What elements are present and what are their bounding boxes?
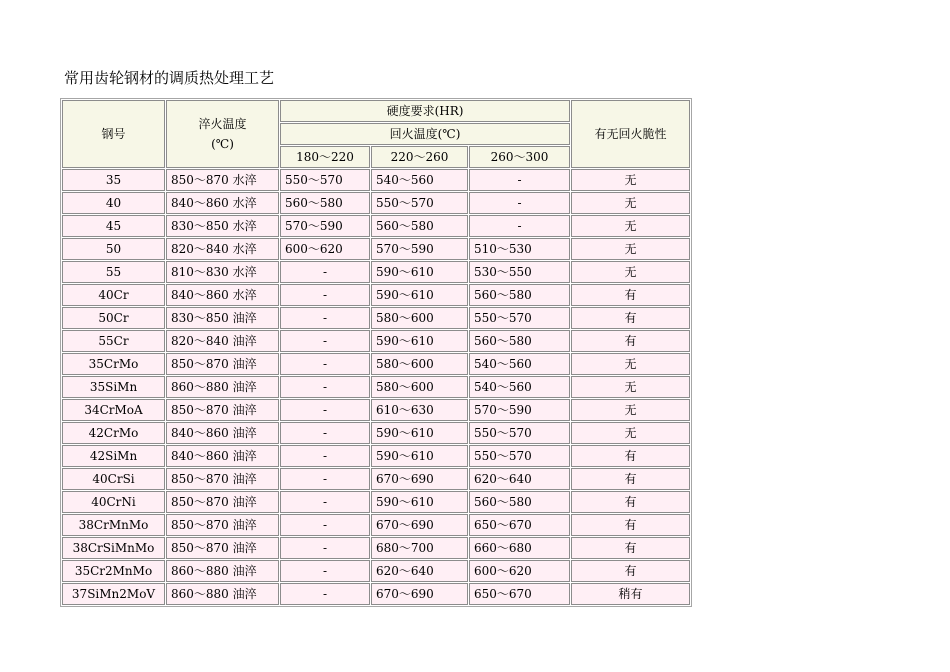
cell-steel: 37SiMn2MoV <box>62 583 165 605</box>
cell-steel: 50Cr <box>62 307 165 329</box>
table-header <box>62 100 690 168</box>
cell-brittleness: 有 <box>571 468 690 490</box>
cell-brittleness: 无 <box>571 376 690 398</box>
cell-steel: 45 <box>62 215 165 237</box>
heat-treatment-table <box>60 98 692 607</box>
cell-temper-260-300: - <box>469 215 570 237</box>
cell-steel: 38CrSiMnMo <box>62 537 165 559</box>
header-brittleness: 有无回火脆性 <box>571 100 690 168</box>
cell-temper-220-260: 670～690 <box>371 583 468 605</box>
cell-steel: 35 <box>62 169 165 191</box>
document-title: 常用齿轮钢材的调质热处理工艺 <box>64 69 275 87</box>
cell-temper-260-300: 550～570 <box>469 445 570 467</box>
header-range-3: 260～300 <box>469 146 570 168</box>
cell-steel: 40CrNi <box>62 491 165 513</box>
cell-temper-260-300: 530～550 <box>469 261 570 283</box>
cell-quench-temp: 860～880 油淬 <box>166 583 279 605</box>
cell-brittleness: 有 <box>571 560 690 582</box>
header-temper-temp: 回火温度(℃) <box>280 123 570 145</box>
table-row <box>62 261 690 283</box>
cell-quench-temp: 840～860 水淬 <box>166 284 279 306</box>
table-row <box>62 583 690 605</box>
cell-temper-260-300: 560～580 <box>469 330 570 352</box>
cell-quench-temp: 850～870 油淬 <box>166 468 279 490</box>
cell-temper-260-300: - <box>469 192 570 214</box>
cell-brittleness: 无 <box>571 169 690 191</box>
cell-temper-220-260: 590～610 <box>371 445 468 467</box>
cell-temper-220-260: 610～630 <box>371 399 468 421</box>
cell-temper-180-220: - <box>280 491 370 513</box>
cell-temper-260-300: 550～570 <box>469 422 570 444</box>
cell-temper-220-260: 670～690 <box>371 514 468 536</box>
cell-temper-180-220: - <box>280 468 370 490</box>
cell-brittleness: 无 <box>571 238 690 260</box>
cell-temper-180-220: - <box>280 445 370 467</box>
cell-temper-220-260: 590～610 <box>371 491 468 513</box>
cell-brittleness: 无 <box>571 215 690 237</box>
cell-steel: 40 <box>62 192 165 214</box>
cell-steel: 35Cr2MnMo <box>62 560 165 582</box>
cell-temper-180-220: 600～620 <box>280 238 370 260</box>
header-hardness: 硬度要求(HR) <box>280 100 570 122</box>
cell-steel: 50 <box>62 238 165 260</box>
cell-steel: 40CrSi <box>62 468 165 490</box>
header-quench-unit: (℃) <box>211 137 234 151</box>
cell-temper-260-300: - <box>469 169 570 191</box>
cell-quench-temp: 850～870 水淬 <box>166 169 279 191</box>
cell-quench-temp: 860～880 油淬 <box>166 376 279 398</box>
cell-temper-260-300: 620～640 <box>469 468 570 490</box>
cell-temper-180-220: - <box>280 330 370 352</box>
cell-temper-180-220: - <box>280 376 370 398</box>
cell-temper-180-220: - <box>280 307 370 329</box>
cell-steel: 34CrMoA <box>62 399 165 421</box>
cell-temper-260-300: 660～680 <box>469 537 570 559</box>
cell-temper-220-260: 570～590 <box>371 238 468 260</box>
table-row <box>62 560 690 582</box>
cell-steel: 35CrMo <box>62 353 165 375</box>
cell-brittleness: 无 <box>571 399 690 421</box>
cell-temper-180-220: - <box>280 560 370 582</box>
header-steel: 钢号 <box>62 100 165 168</box>
table-body <box>62 169 690 605</box>
table-row <box>62 537 690 559</box>
table-row <box>62 330 690 352</box>
cell-steel: 40Cr <box>62 284 165 306</box>
cell-temper-220-260: 620～640 <box>371 560 468 582</box>
cell-temper-220-260: 540～560 <box>371 169 468 191</box>
cell-brittleness: 无 <box>571 261 690 283</box>
cell-brittleness: 有 <box>571 284 690 306</box>
cell-brittleness: 无 <box>571 353 690 375</box>
table-row <box>62 445 690 467</box>
cell-temper-180-220: 560～580 <box>280 192 370 214</box>
cell-temper-180-220: - <box>280 537 370 559</box>
cell-temper-180-220: 550～570 <box>280 169 370 191</box>
cell-temper-260-300: 650～670 <box>469 583 570 605</box>
cell-quench-temp: 820～840 水淬 <box>166 238 279 260</box>
cell-quench-temp: 850～870 油淬 <box>166 514 279 536</box>
cell-temper-260-300: 560～580 <box>469 284 570 306</box>
cell-quench-temp: 840～860 水淬 <box>166 192 279 214</box>
cell-temper-260-300: 540～560 <box>469 353 570 375</box>
cell-temper-220-260: 560～580 <box>371 215 468 237</box>
table-row <box>62 284 690 306</box>
cell-steel: 38CrMnMo <box>62 514 165 536</box>
cell-steel: 55 <box>62 261 165 283</box>
cell-temper-180-220: - <box>280 422 370 444</box>
cell-temper-180-220: 570～590 <box>280 215 370 237</box>
cell-brittleness: 稍有 <box>571 583 690 605</box>
cell-quench-temp: 840～860 油淬 <box>166 445 279 467</box>
cell-brittleness: 无 <box>571 422 690 444</box>
cell-steel: 55Cr <box>62 330 165 352</box>
cell-temper-180-220: - <box>280 583 370 605</box>
cell-temper-180-220: - <box>280 284 370 306</box>
cell-temper-260-300: 560～580 <box>469 491 570 513</box>
table-row <box>62 376 690 398</box>
table-row <box>62 169 690 191</box>
table-row <box>62 399 690 421</box>
cell-temper-180-220: - <box>280 399 370 421</box>
cell-quench-temp: 850～870 油淬 <box>166 491 279 513</box>
cell-temper-220-260: 550～570 <box>371 192 468 214</box>
header-quench-label: 淬火温度 <box>198 117 247 131</box>
cell-steel: 42CrMo <box>62 422 165 444</box>
cell-quench-temp: 850～870 油淬 <box>166 399 279 421</box>
table-row <box>62 422 690 444</box>
header-quench-temp <box>166 100 279 168</box>
cell-quench-temp: 850～870 油淬 <box>166 537 279 559</box>
table-row <box>62 307 690 329</box>
cell-quench-temp: 860～880 油淬 <box>166 560 279 582</box>
cell-brittleness: 有 <box>571 514 690 536</box>
cell-temper-180-220: - <box>280 353 370 375</box>
cell-brittleness: 有 <box>571 491 690 513</box>
cell-brittleness: 无 <box>571 192 690 214</box>
cell-quench-temp: 820～840 油淬 <box>166 330 279 352</box>
cell-temper-220-260: 580～600 <box>371 376 468 398</box>
cell-steel: 42SiMn <box>62 445 165 467</box>
cell-steel: 35SiMn <box>62 376 165 398</box>
table-row <box>62 192 690 214</box>
header-range-1: 180～220 <box>280 146 370 168</box>
cell-temper-260-300: 510～530 <box>469 238 570 260</box>
table-row <box>62 215 690 237</box>
cell-temper-180-220: - <box>280 514 370 536</box>
cell-brittleness: 有 <box>571 537 690 559</box>
cell-temper-260-300: 600～620 <box>469 560 570 582</box>
table-row <box>62 491 690 513</box>
cell-temper-180-220: - <box>280 261 370 283</box>
cell-quench-temp: 840～860 油淬 <box>166 422 279 444</box>
cell-temper-220-260: 590～610 <box>371 284 468 306</box>
cell-temper-260-300: 550～570 <box>469 307 570 329</box>
cell-quench-temp: 850～870 油淬 <box>166 353 279 375</box>
cell-quench-temp: 830～850 水淬 <box>166 215 279 237</box>
table-row <box>62 514 690 536</box>
cell-temper-260-300: 540～560 <box>469 376 570 398</box>
table-row <box>62 468 690 490</box>
table-row <box>62 353 690 375</box>
cell-brittleness: 有 <box>571 307 690 329</box>
cell-temper-220-260: 590～610 <box>371 422 468 444</box>
cell-temper-260-300: 570～590 <box>469 399 570 421</box>
cell-brittleness: 有 <box>571 445 690 467</box>
cell-temper-260-300: 650～670 <box>469 514 570 536</box>
table-row <box>62 238 690 260</box>
cell-brittleness: 有 <box>571 330 690 352</box>
cell-temper-220-260: 670～690 <box>371 468 468 490</box>
cell-quench-temp: 830～850 油淬 <box>166 307 279 329</box>
cell-temper-220-260: 590～610 <box>371 330 468 352</box>
cell-temper-220-260: 680～700 <box>371 537 468 559</box>
cell-temper-220-260: 580～600 <box>371 307 468 329</box>
cell-quench-temp: 810～830 水淬 <box>166 261 279 283</box>
header-range-2: 220～260 <box>371 146 468 168</box>
cell-temper-220-260: 580～600 <box>371 353 468 375</box>
cell-temper-220-260: 590～610 <box>371 261 468 283</box>
